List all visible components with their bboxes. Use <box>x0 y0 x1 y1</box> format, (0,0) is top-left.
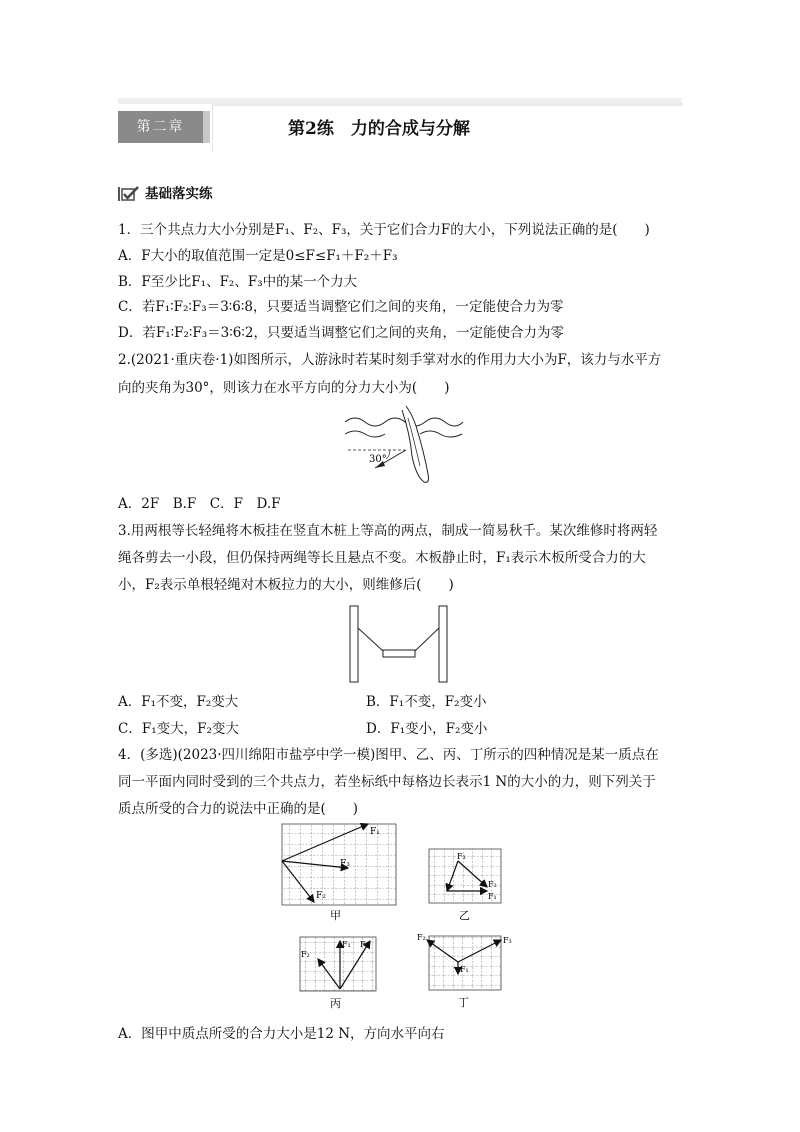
q3-option-b: B．F₁不变，F₂变小 <box>366 694 487 710</box>
fig-label-bing: 丙 <box>330 997 341 1010</box>
q3-option-d: D．F₁变小，F₂变小 <box>366 721 488 737</box>
label-f3: F₃ <box>503 936 512 945</box>
force-diagram-ding <box>415 928 519 1012</box>
q2-stem-line1: 2.(2021·重庆卷·1)如图所示，人游泳时若某时刻手掌对水的作用力大小为F，该力与水平方 <box>118 352 662 368</box>
label-f1: F₁ <box>370 827 380 837</box>
label-f3: F₃ <box>457 852 466 861</box>
label-f3: F₃ <box>360 940 369 949</box>
q2-options: A．2F B.F C．F D.F <box>118 496 281 512</box>
force-diagram-jia <box>278 822 400 922</box>
label-f3: F₃ <box>340 859 350 869</box>
label-f2: F₂ <box>488 880 497 889</box>
q4-stem-line3: 质点所受的合力的说法中正确的是( ) <box>118 801 359 817</box>
checkbox-icon <box>118 186 140 202</box>
angle-label: 30° <box>369 454 387 465</box>
fig-label-jia: 甲 <box>330 909 341 922</box>
q3-option-a: A．F₁不变，F₂变大 <box>118 694 239 710</box>
label-f1: F₁ <box>460 965 469 974</box>
section-heading: 基础落实练 <box>145 186 213 202</box>
q4-stem-line2: 同一平面内同时受到的三个共点力，若坐标纸中每格边长表示1 N的大小的力，则下列关于 <box>118 774 656 790</box>
q1-stem: 1．三个共点力大小分别是F₁、F₂、F₃，关于它们合力F的大小，下列说法正确的是( ) <box>118 222 650 238</box>
chapter-tab-edge <box>203 111 210 143</box>
chapter-tab: 第二章 <box>118 111 203 143</box>
swing-figure <box>347 604 453 684</box>
q4-stem-line1: 4．(多选)(2023·四川绵阳市盐亭中学一模)图甲、乙、丙、丁所示的四种情况是某一质点在 <box>118 747 659 763</box>
q1-option-d: D．若F₁∶F₂∶F₃＝3∶6∶2，只要适当调整它们之间的夹角，一定能使合力为零 <box>118 325 564 341</box>
swimmer-hand-figure <box>340 404 465 490</box>
q3-stem-line3: 小，F₂表示单根轻绳对木板拉力的大小，则维修后( ) <box>118 577 454 593</box>
fig-label-yi: 乙 <box>459 909 470 922</box>
label-f1: F₁ <box>488 892 497 901</box>
label-f2: F₂ <box>417 933 426 942</box>
label-f2: F₂ <box>316 891 326 901</box>
label-f1: F₁ <box>342 940 351 949</box>
q3-stem-line2: 绳各剪去一小段，但仍保持两绳等长且悬点不变。木板静止时，F₁表示木板所受合力的大 <box>118 550 646 566</box>
q1-option-c: C．若F₁∶F₂∶F₃＝3∶6∶8，只要适当调整它们之间的夹角，一定能使合力为零 <box>118 299 564 315</box>
label-f2: F₂ <box>301 950 310 959</box>
fig-label-ding: 丁 <box>458 996 469 1009</box>
q1-option-a: A．F大小的取值范围一定是0≤F≤F₁＋F₂＋F₃ <box>118 248 398 264</box>
force-diagram-bing <box>296 933 380 1013</box>
q3-option-c: C．F₁变大，F₂变大 <box>118 721 239 737</box>
q3-stem-line1: 3.用两根等长轻绳将木板挂在竖直木桩上等高的两点，制成一简易秋千。某次维修时将两轻 <box>118 523 658 539</box>
page-title: 第2练 力的合成与分解 <box>288 119 470 139</box>
q4-option-a: A．图甲中质点所受的合力大小是12 N，方向水平向右 <box>118 1026 445 1042</box>
q2-stem-line2: 向的夹角为30°，则该力在水平方向的分力大小为( ) <box>118 380 450 396</box>
force-diagram-yi <box>425 847 505 923</box>
q1-option-b: B．F至少比F₁、F₂、F₃中的某一个力大 <box>118 274 358 290</box>
